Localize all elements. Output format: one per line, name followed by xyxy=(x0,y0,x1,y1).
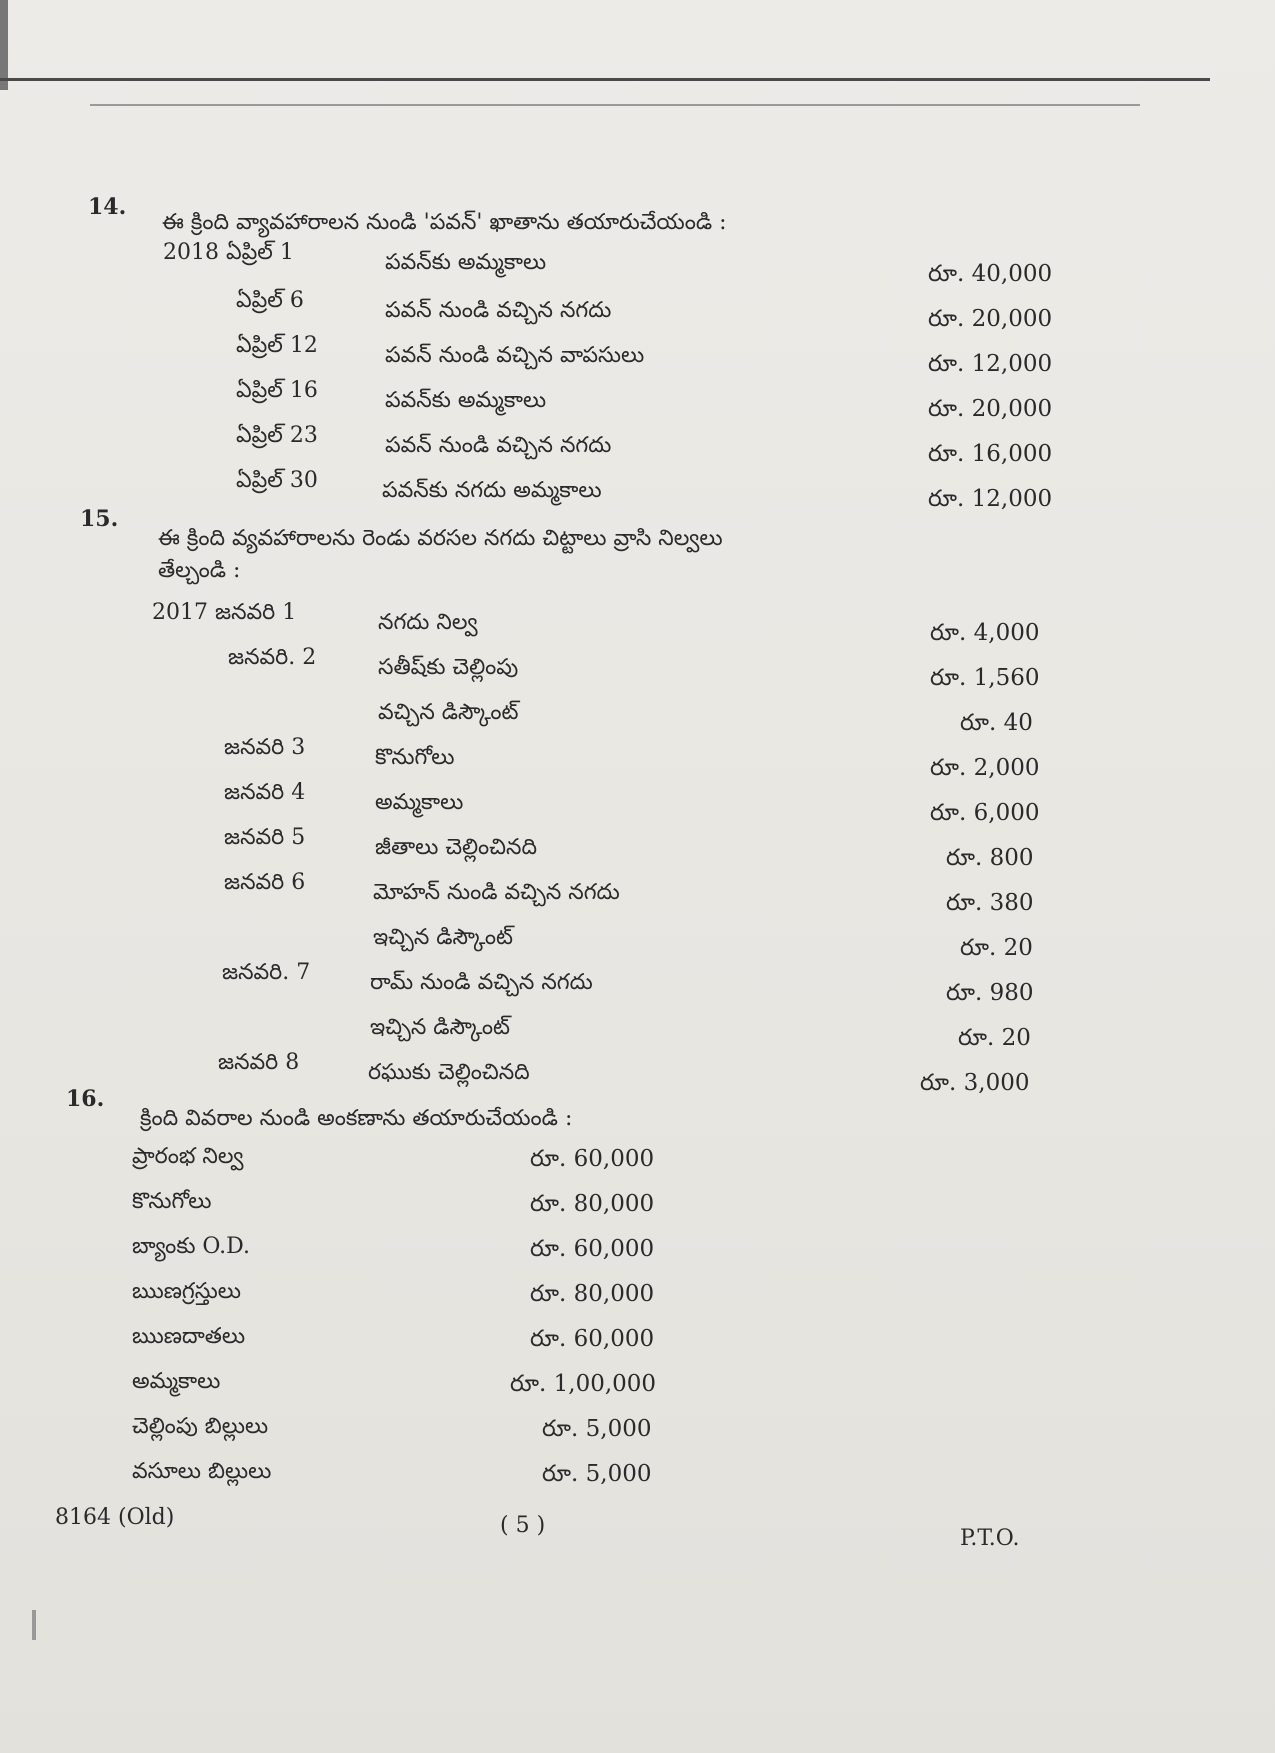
q15-row-11-date: జనవరి 8 xyxy=(218,1050,300,1075)
q16-row-6-desc: అమ్మకాలు xyxy=(132,1369,221,1394)
q15-row-10-amount: రూ. 20 xyxy=(958,1025,1031,1051)
question-15-heading-line-2: తేల్చండి : xyxy=(158,558,241,583)
q15-row-7-date: జనవరి 6 xyxy=(224,870,306,895)
q16-row-7-desc: చెల్లింపు బిల్లులు xyxy=(132,1414,269,1439)
q15-row-5-date: జనవరి 4 xyxy=(224,780,306,805)
q14-row-4-amount: రూ. 20,000 xyxy=(928,396,1053,422)
q16-row-8-desc: వసూలు బిల్లులు xyxy=(132,1459,272,1484)
q16-row-1-amount: రూ. 60,000 xyxy=(530,1146,655,1172)
q16-row-7-amount: రూ. 5,000 xyxy=(542,1416,652,1442)
q14-row-5-amount: రూ. 16,000 xyxy=(928,441,1053,467)
q15-row-6-date: జనవరి 5 xyxy=(224,825,306,850)
question-14-number: 14. xyxy=(88,194,127,220)
q14-row-3-desc: పవన్ నుండి వచ్చిన వాపసులు xyxy=(385,343,645,368)
q14-row-2-desc: పవన్ నుండి వచ్చిన నగదు xyxy=(385,298,612,323)
question-15-number: 15. xyxy=(80,506,119,532)
q15-row-2-amount: రూ. 1,560 xyxy=(930,665,1040,691)
q15-row-6-desc: జీతాలు చెల్లించినది xyxy=(375,835,537,860)
q16-row-3-amount: రూ. 60,000 xyxy=(530,1236,655,1262)
q14-row-1-date: 2018 ఏప్రిల్ 1 xyxy=(163,240,294,265)
q15-row-3-amount: రూ. 40 xyxy=(960,710,1033,736)
q16-row-4-desc: ఋణగ్రస్తులు xyxy=(132,1279,241,1304)
q15-row-5-amount: రూ. 6,000 xyxy=(930,800,1040,826)
page-number: ( 5 ) xyxy=(500,1513,546,1538)
q14-row-2-date: ఏప్రిల్ 6 xyxy=(236,288,304,313)
q16-row-5-desc: ఋణదాతలు xyxy=(132,1324,246,1349)
q14-row-1-desc: పవన్‌కు అమ్మకాలు xyxy=(385,250,547,275)
q15-row-11-desc: రఘుకు చెల్లించినది xyxy=(368,1060,530,1085)
page-edge-mark xyxy=(32,1610,36,1640)
q14-row-2-amount: రూ. 20,000 xyxy=(928,306,1053,332)
q14-row-3-amount: రూ. 12,000 xyxy=(928,351,1053,377)
q14-row-6-desc: పవన్‌కు నగదు అమ్మకాలు xyxy=(382,478,602,503)
q15-row-9-date: జనవరి. 7 xyxy=(222,960,311,985)
q15-row-4-amount: రూ. 2,000 xyxy=(930,755,1040,781)
q16-row-8-amount: రూ. 5,000 xyxy=(542,1461,652,1487)
q16-row-2-desc: కొనుగోలు xyxy=(132,1189,212,1214)
q16-row-2-amount: రూ. 80,000 xyxy=(530,1191,655,1217)
question-14-heading: ఈ క్రింది వ్యావహారాలన నుండి 'పవన్' ఖాతాను తయారుచేయండి : xyxy=(162,210,727,235)
q15-row-2-desc: సతీష్‌కు చెల్లింపు xyxy=(378,655,519,680)
q14-row-6-amount: రూ. 12,000 xyxy=(928,486,1053,512)
q15-row-6-amount: రూ. 800 xyxy=(946,845,1034,871)
page-edge-shadow xyxy=(0,0,8,90)
q16-row-6-amount: రూ. 1,00,000 xyxy=(510,1371,657,1397)
q15-row-4-date: జనవరి 3 xyxy=(224,735,306,760)
question-16-number: 16. xyxy=(66,1086,105,1112)
q15-row-3-desc: వచ్చిన డిస్కౌంట్ xyxy=(378,700,519,725)
q15-row-8-amount: రూ. 20 xyxy=(960,935,1033,961)
q15-row-5-desc: అమ్మకాలు xyxy=(375,790,464,815)
q15-row-8-desc: ఇచ్చిన డిస్కౌంట్ xyxy=(373,925,514,950)
q15-row-11-amount: రూ. 3,000 xyxy=(920,1070,1030,1096)
q15-row-2-date: జనవరి. 2 xyxy=(228,645,317,670)
q16-row-4-amount: రూ. 80,000 xyxy=(530,1281,655,1307)
q14-row-3-date: ఏప్రిల్ 12 xyxy=(236,333,318,358)
q15-row-1-desc: నగదు నిల్వ xyxy=(378,610,478,635)
q14-row-4-date: ఏప్రిల్ 16 xyxy=(236,378,318,403)
question-16-heading: క్రింది వివరాల నుండి అంకణాను తయారుచేయండి : xyxy=(140,1106,573,1131)
q15-row-9-amount: రూ. 980 xyxy=(946,980,1034,1006)
q15-row-1-amount: రూ. 4,000 xyxy=(930,620,1040,646)
q15-row-4-desc: కొనుగోలు xyxy=(375,745,455,770)
please-turn-over: P.T.O. xyxy=(960,1526,1020,1551)
top-rule-faint xyxy=(90,104,1140,106)
q15-row-7-desc: మోహన్ నుండి వచ్చిన నగదు xyxy=(373,880,620,905)
q14-row-5-date: ఏప్రిల్ 23 xyxy=(236,423,318,448)
q16-row-1-desc: ప్రారంభ నిల్వ xyxy=(132,1144,244,1169)
question-15-heading-line-1: ఈ క్రింది వ్యవహారాలను రెండు వరసల నగదు చిట్టాలు వ్రాసి నిల్వలు xyxy=(158,526,723,551)
q14-row-4-desc: పవన్‌కు అమ్మకాలు xyxy=(385,388,547,413)
q15-row-9-desc: రామ్ నుండి వచ్చిన నగదు xyxy=(370,970,593,995)
q15-row-7-amount: రూ. 380 xyxy=(946,890,1034,916)
paper-code: 8164 (Old) xyxy=(55,1505,175,1530)
q16-row-3-desc: బ్యాంకు O.D. xyxy=(132,1234,251,1259)
q16-row-5-amount: రూ. 60,000 xyxy=(530,1326,655,1352)
q14-row-1-amount: రూ. 40,000 xyxy=(928,261,1053,287)
q15-row-10-desc: ఇచ్చిన డిస్కౌంట్ xyxy=(370,1015,511,1040)
q15-row-1-date: 2017 జనవరి 1 xyxy=(152,600,297,625)
q14-row-5-desc: పవన్ నుండి వచ్చిన నగదు xyxy=(385,433,612,458)
q14-row-6-date: ఏప్రిల్ 30 xyxy=(236,468,318,493)
top-rule xyxy=(0,78,1210,81)
